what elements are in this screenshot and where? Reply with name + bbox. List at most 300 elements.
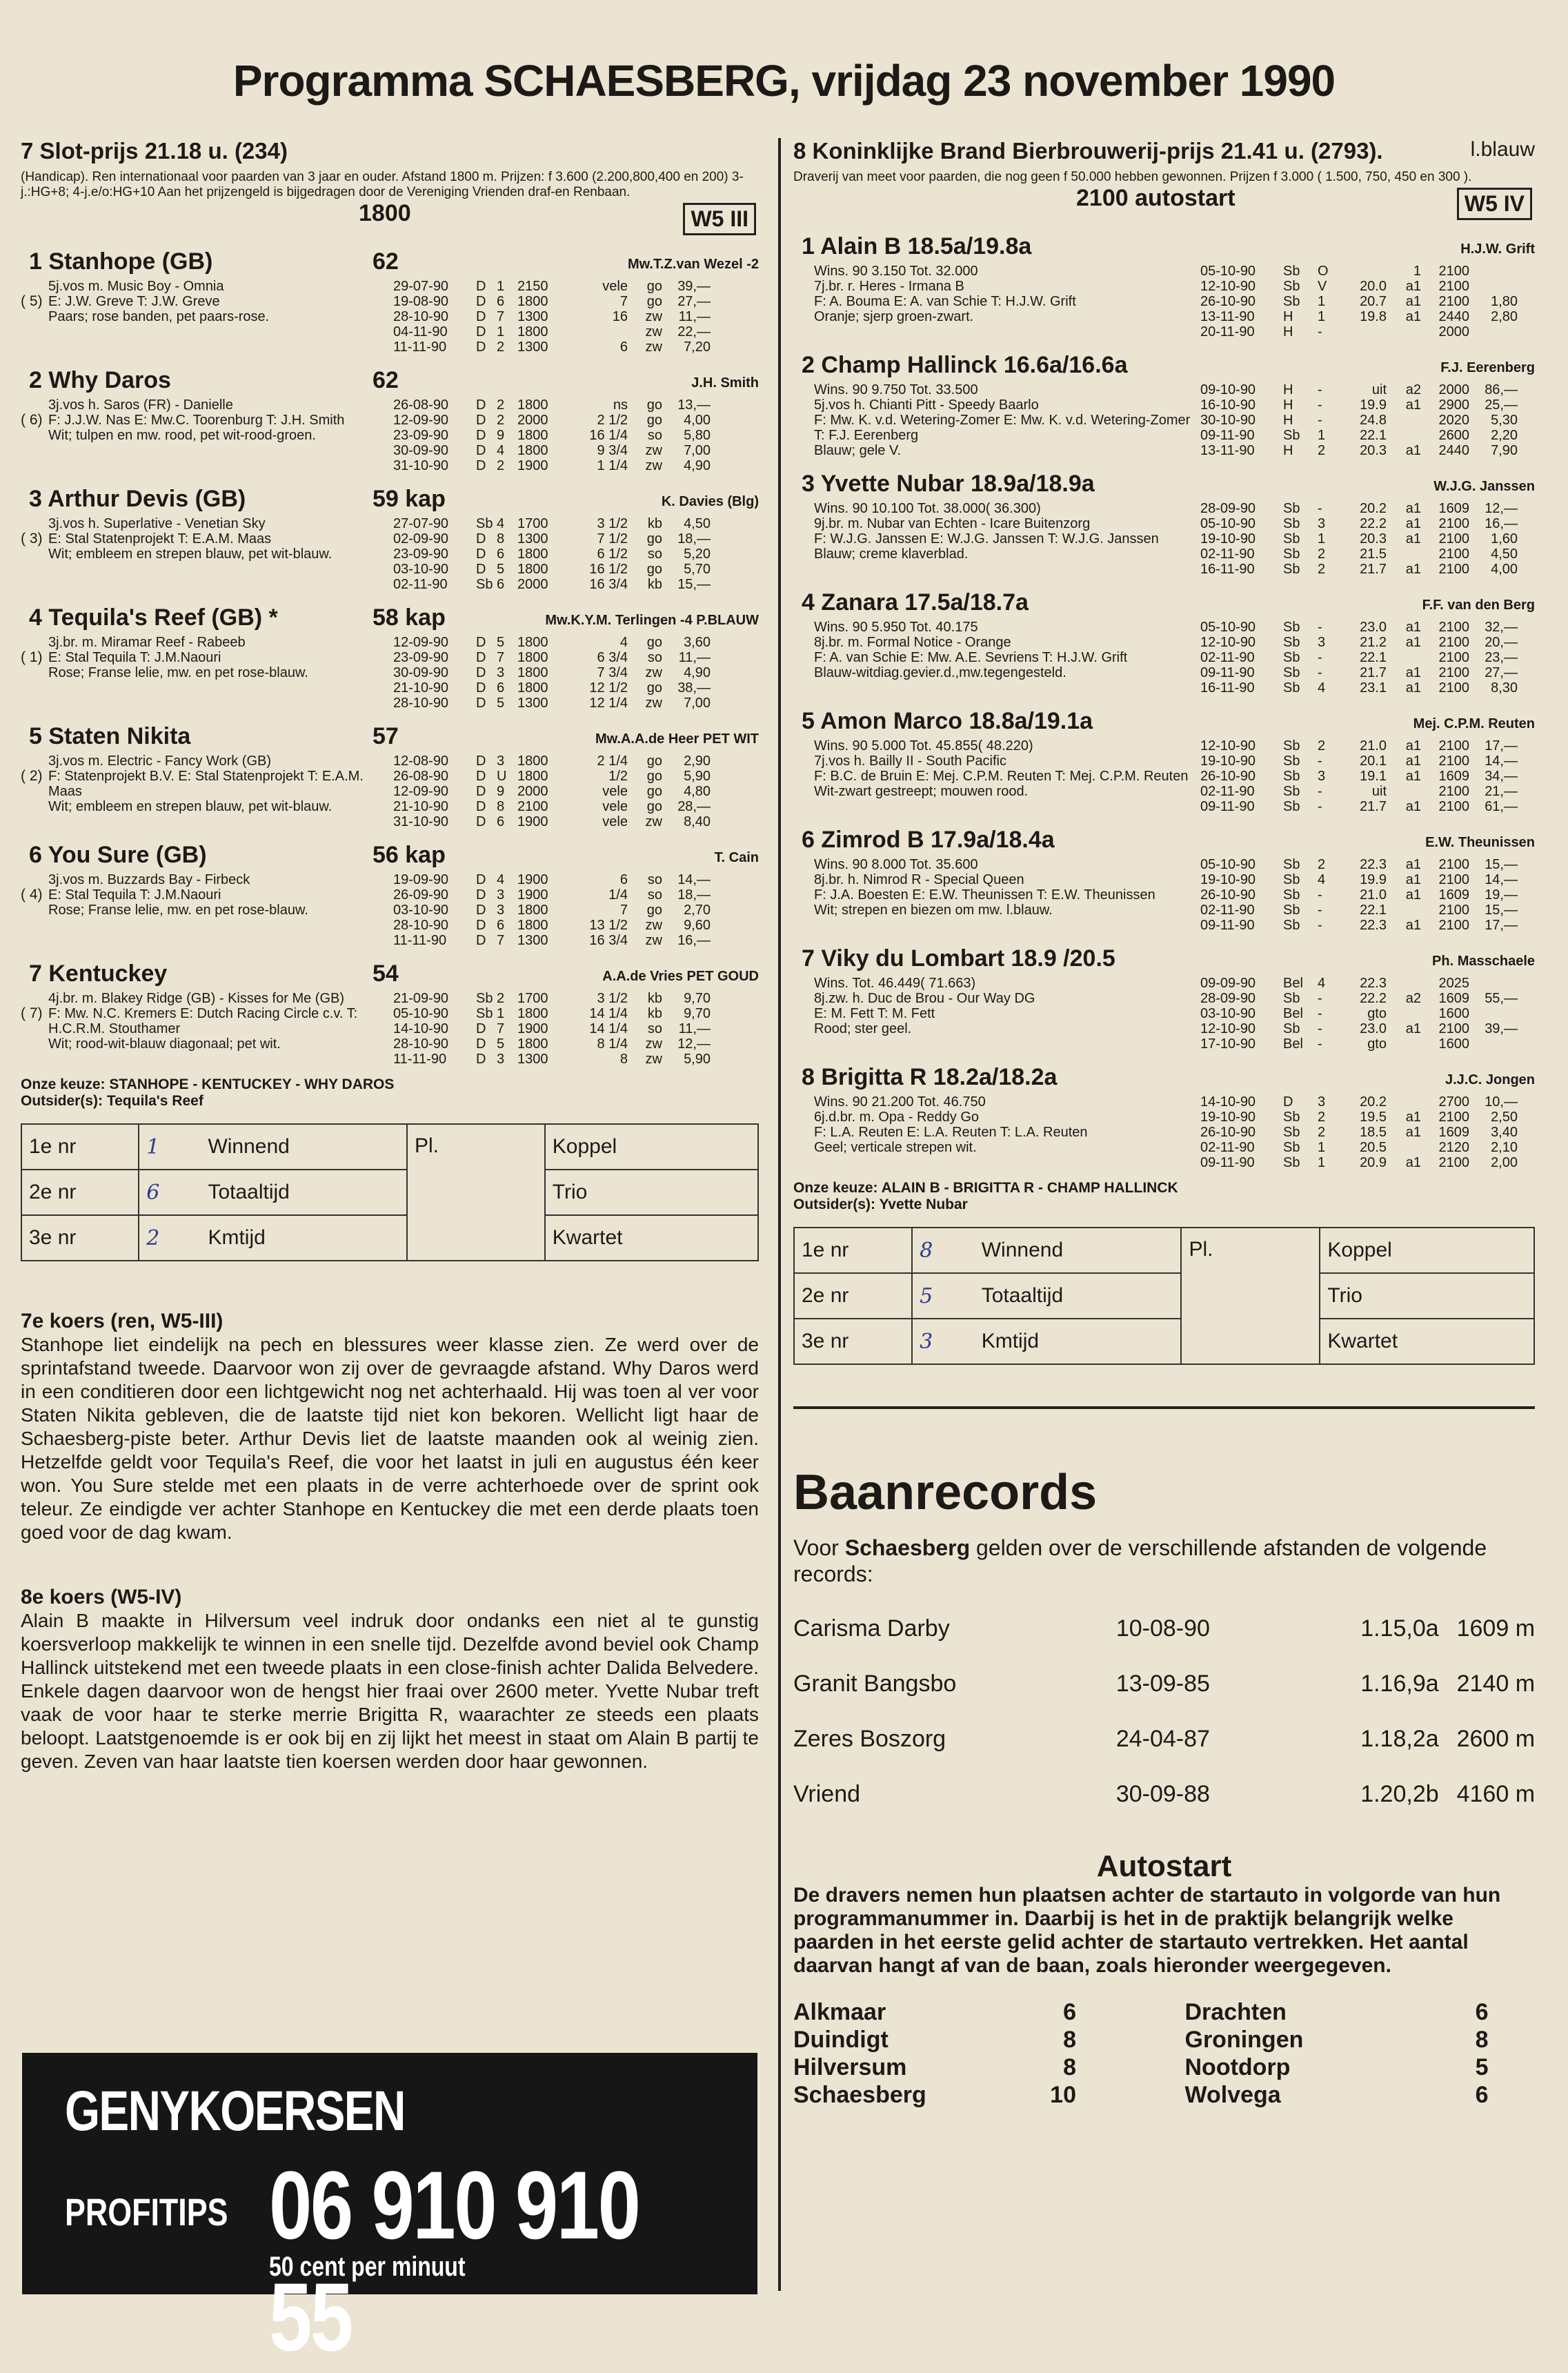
performance-cell: [1387, 650, 1421, 665]
performance-row: [393, 769, 759, 784]
performance-cell: 2000: [1438, 324, 1469, 339]
performance-cell: 14,—: [1485, 872, 1518, 887]
performance-cell: Sb: [1283, 279, 1300, 294]
performance-row: [393, 577, 759, 592]
bet-handwritten-number[interactable]: 5: [912, 1273, 975, 1319]
performance-row: [393, 635, 759, 650]
performance-cell: [1387, 428, 1421, 443]
race8-header: [793, 185, 1535, 221]
performance-list: [393, 279, 759, 355]
performance-row: [393, 696, 759, 711]
record-cell: Carisma Darby: [793, 1615, 950, 1642]
horse-body: [793, 501, 1535, 577]
performance-cell: 02-11-90: [1200, 784, 1255, 799]
bet-handwritten-number[interactable]: 3: [912, 1319, 975, 1364]
performance-cell: a2: [1405, 991, 1421, 1006]
performance-cell: 31-10-90: [393, 814, 449, 829]
performance-row: [393, 458, 759, 473]
performance-cell: 3: [497, 903, 505, 918]
description-line: 3j.vos h. Superlative - Venetian Sky: [48, 516, 266, 531]
performance-cell: 2100: [1438, 665, 1469, 680]
bet-position: 3e nr: [21, 1215, 139, 1261]
performance-cell: 1 1/4: [597, 458, 628, 473]
performance-cell: 22.2: [1360, 516, 1387, 531]
performance-cell: 5,90: [684, 1052, 711, 1067]
performance-cell: 3: [497, 1052, 505, 1067]
performance-cell: so: [647, 872, 662, 887]
performance-cell: a1: [1405, 665, 1421, 680]
horse-header: [793, 708, 1535, 738]
performance-row: [1200, 784, 1535, 799]
performance-cell: 22.3: [1360, 857, 1387, 872]
performance-cell: D: [476, 339, 486, 355]
performance-cell: 03-10-90: [393, 562, 449, 577]
article-race7: [21, 1310, 759, 1544]
performance-cell: 1609: [1438, 887, 1469, 903]
performance-row: [393, 413, 759, 428]
performance-cell: 15,—: [677, 577, 711, 592]
performance-cell: 28,—: [677, 799, 711, 814]
performance-cell: 28-10-90: [393, 309, 449, 324]
performance-cell: 1800: [517, 680, 548, 696]
performance-cell: 2100: [1438, 918, 1469, 933]
race7-bet-form: [21, 1123, 759, 1261]
performance-cell: [1469, 324, 1518, 339]
performance-cell: Sb: [1283, 887, 1300, 903]
performance-cell: 4: [1318, 680, 1326, 696]
description-line: F: J.A. Boesten E: E.W. Theunissen T: E.W. Theunissen: [814, 887, 1155, 903]
performance-cell: [1387, 784, 1421, 799]
horse-weight: 54: [373, 961, 399, 987]
article-race7-heading: 7e koers (ren, W5-III): [21, 1310, 224, 1332]
performance-cell: 2700: [1438, 1094, 1469, 1110]
record-cell: 1.20,2b: [1360, 1780, 1439, 1807]
performance-cell: 2100: [1438, 264, 1469, 279]
horse-name: 1 Alain B 18.5a/19.8a: [802, 233, 1032, 259]
bet-combo[interactable]: Trio: [545, 1170, 758, 1215]
performance-cell: 26-10-90: [1200, 1125, 1256, 1140]
description-line: Blauw; gele V.: [814, 443, 902, 458]
performance-cell: go: [646, 413, 662, 428]
record-cell: Vriend: [793, 1780, 861, 1807]
race7-title: 7 Slot-prijs 21.18 u. (234): [21, 138, 288, 164]
performance-cell: Sb: [1283, 680, 1300, 696]
front-row-count: 8: [1063, 2027, 1076, 2053]
performance-row: [1200, 547, 1535, 562]
performance-cell: go: [646, 562, 662, 577]
performance-cell: 26-08-90: [393, 397, 449, 413]
performance-cell: 7 1/2: [597, 531, 628, 547]
performance-cell: 17,—: [1485, 738, 1518, 754]
description-line: 3j.br. m. Miramar Reef - Rabeeb: [48, 635, 246, 650]
performance-cell: zw: [645, 1052, 662, 1067]
performance-row: [393, 887, 759, 903]
performance-cell: 4,50: [1491, 547, 1518, 562]
race7-class-box: W5 III: [683, 203, 756, 235]
performance-cell: 20.3: [1360, 531, 1387, 547]
horse-weight: 57: [373, 723, 399, 749]
performance-cell: [1387, 976, 1421, 991]
performance-cell: Sb: [1283, 1125, 1300, 1140]
performance-cell: -: [1318, 1006, 1322, 1021]
performance-cell: 14,—: [1485, 754, 1518, 769]
performance-cell: 12-10-90: [1200, 635, 1256, 650]
description-line: Wit-zwart gestreept; mouwen rood.: [814, 784, 1029, 799]
record-cell: 10-08-90: [1115, 1615, 1210, 1642]
performance-cell: zw: [645, 933, 662, 948]
bet-combo[interactable]: Koppel: [545, 1124, 758, 1170]
performance-cell: 4: [1318, 976, 1326, 991]
performance-cell: U: [497, 769, 507, 784]
description-line: Blauw; creme klaverblad.: [814, 547, 969, 562]
performance-cell: 28-10-90: [393, 696, 449, 711]
performance-cell: [1387, 1140, 1421, 1155]
performance-row: [1200, 443, 1535, 458]
performance-cell: [1469, 1006, 1518, 1021]
performance-cell: 7: [497, 309, 505, 324]
performance-cell: zw: [645, 339, 662, 355]
performance-row: [393, 1052, 759, 1067]
performance-cell: 2100: [1438, 857, 1469, 872]
performance-cell: 21.0: [1360, 738, 1387, 754]
performance-cell: 05-10-90: [1200, 620, 1256, 635]
ad-price: 50 cent per minuut: [269, 2252, 466, 2282]
bet-handwritten-number[interactable]: 2: [139, 1215, 201, 1261]
performance-cell: 2: [1318, 443, 1326, 458]
performance-row: [393, 1021, 759, 1036]
description-line: 6j.d.br. m. Opa - Reddy Go: [814, 1110, 979, 1125]
horse-header: [793, 589, 1535, 620]
performance-cell: H: [1283, 443, 1293, 458]
performance-cell: 13,—: [677, 397, 711, 413]
performance-cell: 19.1: [1360, 769, 1387, 784]
performance-cell: a1: [1405, 531, 1421, 547]
performance-cell: 3: [1318, 1094, 1326, 1110]
horse-body: [21, 872, 759, 948]
performance-cell: 1/2: [608, 769, 628, 784]
performance-cell: 2: [1318, 1125, 1326, 1140]
performance-cell: 7 3/4: [597, 665, 628, 680]
horse-trainer: E.W. Theunissen: [1425, 835, 1535, 850]
record-cell: 13-09-85: [1115, 1670, 1210, 1697]
genykoersen-advertisement: [22, 2053, 757, 2371]
horse-entry: [21, 604, 759, 711]
bet-type: Winnend: [975, 1228, 1182, 1273]
performance-cell: 4,00: [684, 413, 711, 428]
horse-trainer: F.F. van den Berg: [1422, 598, 1535, 613]
horse-entry: [793, 352, 1535, 458]
performance-cell: 09-09-90: [1200, 976, 1256, 991]
performance-cell: 1800: [517, 1036, 548, 1052]
description-line: 4j.br. m. Blakey Ridge (GB) - Kisses for Me (GB): [48, 991, 344, 1006]
performance-cell: go: [646, 294, 662, 309]
performance-cell: 11-11-90: [393, 339, 447, 355]
performance-cell: 2100: [1438, 562, 1469, 577]
performance-cell: 38,—: [677, 680, 711, 696]
performance-cell: 2100: [1438, 799, 1469, 814]
horse-entry: [21, 723, 759, 829]
performance-row: [1200, 754, 1535, 769]
performance-cell: a1: [1405, 1155, 1421, 1170]
performance-cell: 1: [1318, 309, 1326, 324]
performance-row: [1200, 976, 1535, 991]
performance-cell: 6: [497, 577, 505, 592]
performance-cell: Sb: [1283, 799, 1300, 814]
horse-weight: 62: [373, 248, 399, 275]
performance-cell: 55,—: [1485, 991, 1518, 1006]
front-row-count: 10: [1050, 2082, 1076, 2108]
race8-title-row: [793, 138, 1535, 164]
performance-cell: Sb: [476, 1006, 493, 1021]
performance-cell: 39,—: [1485, 1021, 1518, 1036]
horse-body: [21, 754, 759, 829]
performance-cell: 1: [497, 1006, 505, 1021]
horse-name: 2 Champ Hallinck 16.6a/16.6a: [802, 352, 1128, 378]
intro-text: Voor: [793, 1535, 845, 1560]
bet-combo[interactable]: Kwartet: [1320, 1319, 1534, 1364]
performance-cell: 11-11-90: [393, 933, 447, 948]
performance-cell: 1: [497, 279, 505, 294]
performance-cell: D: [476, 635, 486, 650]
bet-combo[interactable]: Koppel: [1320, 1228, 1534, 1273]
horse-entry: [793, 945, 1535, 1052]
race8-title: 8 Koninklijke Brand Bierbrouwerij-prijs 21.41 u. (2793).: [793, 138, 1383, 164]
performance-cell: 1900: [517, 887, 548, 903]
performance-cell: a1: [1405, 279, 1421, 294]
performance-cell: 19.8: [1360, 309, 1387, 324]
performance-cell: 16 1/4: [589, 428, 628, 443]
performance-cell: 4: [1318, 872, 1326, 887]
record-cell: 1.15,0a: [1360, 1615, 1439, 1642]
performance-row: [1200, 991, 1535, 1006]
horse-entry: [21, 248, 759, 355]
article-race8-heading: 8e koers (W5-IV): [21, 1586, 182, 1608]
performance-cell: 2100: [1438, 872, 1469, 887]
description-line: 8j.zw. h. Duc de Brou - Our Way DG: [814, 991, 1035, 1006]
performance-cell: go: [646, 531, 662, 547]
performance-cell: D: [476, 933, 486, 948]
horse-name: 5 Amon Marco 18.8a/19.1a: [802, 708, 1093, 734]
autostart-heading: Autostart: [1096, 1849, 1232, 1883]
performance-cell: Sb: [1283, 294, 1300, 309]
performance-list: [1200, 264, 1535, 339]
performance-cell: vele: [602, 799, 628, 814]
performance-cell: 16 3/4: [589, 933, 628, 948]
performance-cell: Sb: [1283, 1140, 1300, 1155]
performance-cell: 1609: [1438, 1125, 1469, 1140]
description-line: F: L.A. Reuten E: L.A. Reuten T: L.A. Reuten: [814, 1125, 1088, 1140]
article-race7-text: Stanhope liet eindelijk na pech en blessures weer klasse zien. Ze werd over de sprintafstand tweede. Daarvoor won zij over de gevraagde afstand. Why Daros werd in een conditieren door een lichtgewicht nog net achterhaald. Hij was toen al ver voor Staten Nikita gebleven, die de laatste tijd niet kon bekoren. Wellicht ligt haar de Schaesberg-piste beter. Arthur Devis liet de laatste maanden ook al weinig zien. Hetzelfde geldt voor Tequila's Reef, die voor het laatst in juli en augustus één keer won. You Sure stelde met een plaats in de verre achterhoede over de sprint ook teleur. Ze eindigde ver achter Stanhope en Kentuckey die met een derde plaats toen goed voor de dag kwam.: [21, 1334, 759, 1543]
performance-cell: 2100: [1438, 903, 1469, 918]
performance-cell: 1900: [517, 458, 548, 473]
performance-cell: 22.3: [1360, 918, 1387, 933]
description-line: E: Stal Statenprojekt T: E.A.M. Maas: [48, 531, 272, 547]
performance-row: [393, 309, 759, 324]
performance-cell: 1609: [1438, 991, 1469, 1006]
performance-cell: 1800: [517, 324, 548, 339]
performance-cell: 3 1/2: [597, 516, 628, 531]
performance-list: [1200, 620, 1535, 696]
performance-cell: Sb: [1283, 501, 1300, 516]
description-line: 3j.vos h. Saros (FR) - Danielle: [48, 397, 233, 413]
performance-cell: 09-11-90: [1200, 1155, 1255, 1170]
horse-description: [48, 635, 393, 711]
performance-cell: 12-09-90: [393, 635, 449, 650]
section-divider: [793, 1406, 1535, 1409]
performance-cell: 1800: [517, 918, 548, 933]
performance-cell: 28-10-90: [393, 1036, 449, 1052]
bet-handwritten-number[interactable]: 1: [139, 1124, 201, 1170]
horse-name: 6 Zimrod B 17.9a/18.4a: [802, 827, 1055, 853]
record-cell: 2140 m: [1456, 1670, 1536, 1697]
intro-venue: Schaesberg: [844, 1535, 971, 1560]
performance-row: [1200, 857, 1535, 872]
performance-cell: 5,70: [684, 562, 711, 577]
performance-cell: 30-09-90: [393, 443, 449, 458]
description-line: Oranje; sjerp groen-zwart.: [814, 309, 974, 324]
performance-row: [393, 516, 759, 531]
performance-cell: 7,00: [684, 443, 711, 458]
performance-cell: 23.1: [1360, 680, 1387, 696]
performance-cell: 1800: [517, 650, 548, 665]
record-cell: 4160 m: [1456, 1780, 1536, 1807]
performance-cell: D: [476, 547, 486, 562]
performance-cell: 1/4: [608, 887, 628, 903]
performance-cell: 6 1/2: [597, 547, 628, 562]
performance-cell: 7,20: [684, 339, 711, 355]
performance-cell: 2,10: [1491, 1140, 1518, 1155]
description-line: Wins. 90 5.000 Tot. 45.855( 48.220): [814, 738, 1033, 754]
performance-row: [1200, 903, 1535, 918]
track-name: Wolvega: [1184, 2082, 1281, 2108]
performance-cell: [1387, 1094, 1421, 1110]
performance-cell: H: [1283, 382, 1293, 397]
performance-cell: D: [476, 397, 486, 413]
performance-cell: 1609: [1438, 501, 1469, 516]
performance-cell: -: [1318, 397, 1322, 413]
bet-handwritten-number[interactable]: 6: [139, 1170, 201, 1215]
description-line: F: J.J.W. Nas E: Mw.C. Toorenburg T: J.H. Smith: [48, 413, 345, 428]
performance-row: [1200, 1125, 1535, 1140]
bet-position: 1e nr: [21, 1124, 139, 1170]
performance-cell: -: [1318, 784, 1322, 799]
performance-cell: 2020: [1438, 413, 1469, 428]
performance-cell: D: [476, 680, 486, 696]
performance-cell: 09-11-90: [1200, 918, 1255, 933]
description-line: Rose; Franse lelie, mw. en pet rose-blauw.: [48, 903, 308, 918]
description-line: F: Mw. N.C. Kremers E: Dutch Racing Circle c.v. T: H.C.R.M. Stouthamer: [48, 1006, 358, 1036]
autostart-row: [1185, 2081, 1536, 2109]
performance-row: [393, 991, 759, 1006]
performance-cell: Sb: [1283, 918, 1300, 933]
bet-combo[interactable]: Trio: [1320, 1273, 1534, 1319]
baanrecords-section: [793, 1464, 1535, 1822]
track-name: Hilversum: [793, 2054, 907, 2080]
description-line: F: W.J.G. Janssen E: W.J.G. Janssen T: W.J.G. Janssen: [814, 531, 1159, 547]
performance-cell: 3: [1318, 769, 1326, 784]
performance-cell: 16,—: [677, 933, 711, 948]
performance-cell: D: [476, 650, 486, 665]
bet-position: 1e nr: [794, 1228, 912, 1273]
performance-cell: so: [647, 547, 662, 562]
horse-weight: 58 kap: [373, 604, 446, 631]
performance-cell: a1: [1405, 501, 1421, 516]
bet-combo[interactable]: Kwartet: [545, 1215, 758, 1261]
performance-cell: -: [1318, 799, 1322, 814]
performance-cell: 9,60: [684, 918, 711, 933]
performance-cell: Sb: [1283, 547, 1300, 562]
ad-phone: 06 910 910 55: [269, 2151, 639, 2371]
horse-name: 2 Why Daros: [29, 367, 171, 393]
performance-row: [1200, 650, 1535, 665]
bet-type: Kmtijd: [975, 1319, 1182, 1364]
performance-cell: 4: [497, 443, 505, 458]
description-line: 3j.vos m. Electric - Fancy Work (GB): [48, 754, 272, 769]
performance-cell: 2000: [1438, 382, 1469, 397]
bet-place-box[interactable]: Pl.: [407, 1124, 545, 1261]
performance-cell: 26-08-90: [393, 769, 449, 784]
performance-cell: [1469, 1036, 1518, 1052]
performance-cell: 1800: [517, 769, 548, 784]
performance-cell: go: [646, 754, 662, 769]
performance-cell: H: [1283, 397, 1293, 413]
performance-cell: zw: [645, 1036, 662, 1052]
performance-cell: 4: [619, 635, 628, 650]
autostart-row: [1185, 1998, 1536, 2026]
performance-cell: D: [476, 458, 486, 473]
performance-cell: Sb: [1283, 665, 1300, 680]
description-line: E: Stal Tequila T: J.M.Naouri: [48, 887, 221, 903]
record-cell: 1.16,9a: [1360, 1670, 1439, 1697]
performance-cell: zw: [645, 814, 662, 829]
performance-cell: a1: [1405, 620, 1421, 635]
record-row: [793, 1711, 1535, 1766]
horse-trainer: Mw.K.Y.M. Terlingen -4 P.BLAUW: [545, 613, 759, 628]
performance-cell: 2100: [1438, 547, 1469, 562]
performance-cell: a1: [1405, 1021, 1421, 1036]
description-line: Wit; strepen en biezen om mw. l.blauw.: [814, 903, 1053, 918]
horse-body: [21, 397, 759, 473]
performance-cell: a1: [1405, 562, 1421, 577]
performance-cell: 12 1/2: [589, 680, 628, 696]
performance-cell: Bel: [1283, 1036, 1303, 1052]
bet-place-box[interactable]: Pl.: [1181, 1228, 1320, 1364]
description-line: Blauw-witdiag.gevier.d.,mw.tegengesteld.: [814, 665, 1066, 680]
performance-cell: a1: [1405, 635, 1421, 650]
performance-cell: go: [646, 784, 662, 799]
performance-cell: 30-10-90: [1200, 413, 1256, 428]
autostart-row: [793, 2081, 1144, 2109]
performance-cell: Sb: [476, 991, 493, 1006]
performance-cell: 1700: [517, 991, 548, 1006]
track-name: Groningen: [1184, 2027, 1304, 2053]
performance-cell: 1600: [1438, 1006, 1469, 1021]
performance-cell: a2: [1405, 382, 1421, 397]
description-line: F: A. Bouma E: A. van Schie T: H.J.W. Grift: [814, 294, 1076, 309]
performance-cell: a1: [1405, 1125, 1421, 1140]
performance-cell: 2: [497, 397, 505, 413]
performance-cell: 1800: [517, 547, 548, 562]
performance-cell: 20.2: [1360, 1094, 1387, 1110]
performance-row: [393, 1036, 759, 1052]
bet-position: 2e nr: [794, 1273, 912, 1319]
bet-handwritten-number[interactable]: 8: [912, 1228, 975, 1273]
horse-entry: [21, 486, 759, 592]
performance-cell: 1900: [517, 814, 548, 829]
performance-cell: -: [1318, 991, 1322, 1006]
performance-cell: 5,30: [1491, 413, 1518, 428]
performance-row: [1200, 1006, 1535, 1021]
